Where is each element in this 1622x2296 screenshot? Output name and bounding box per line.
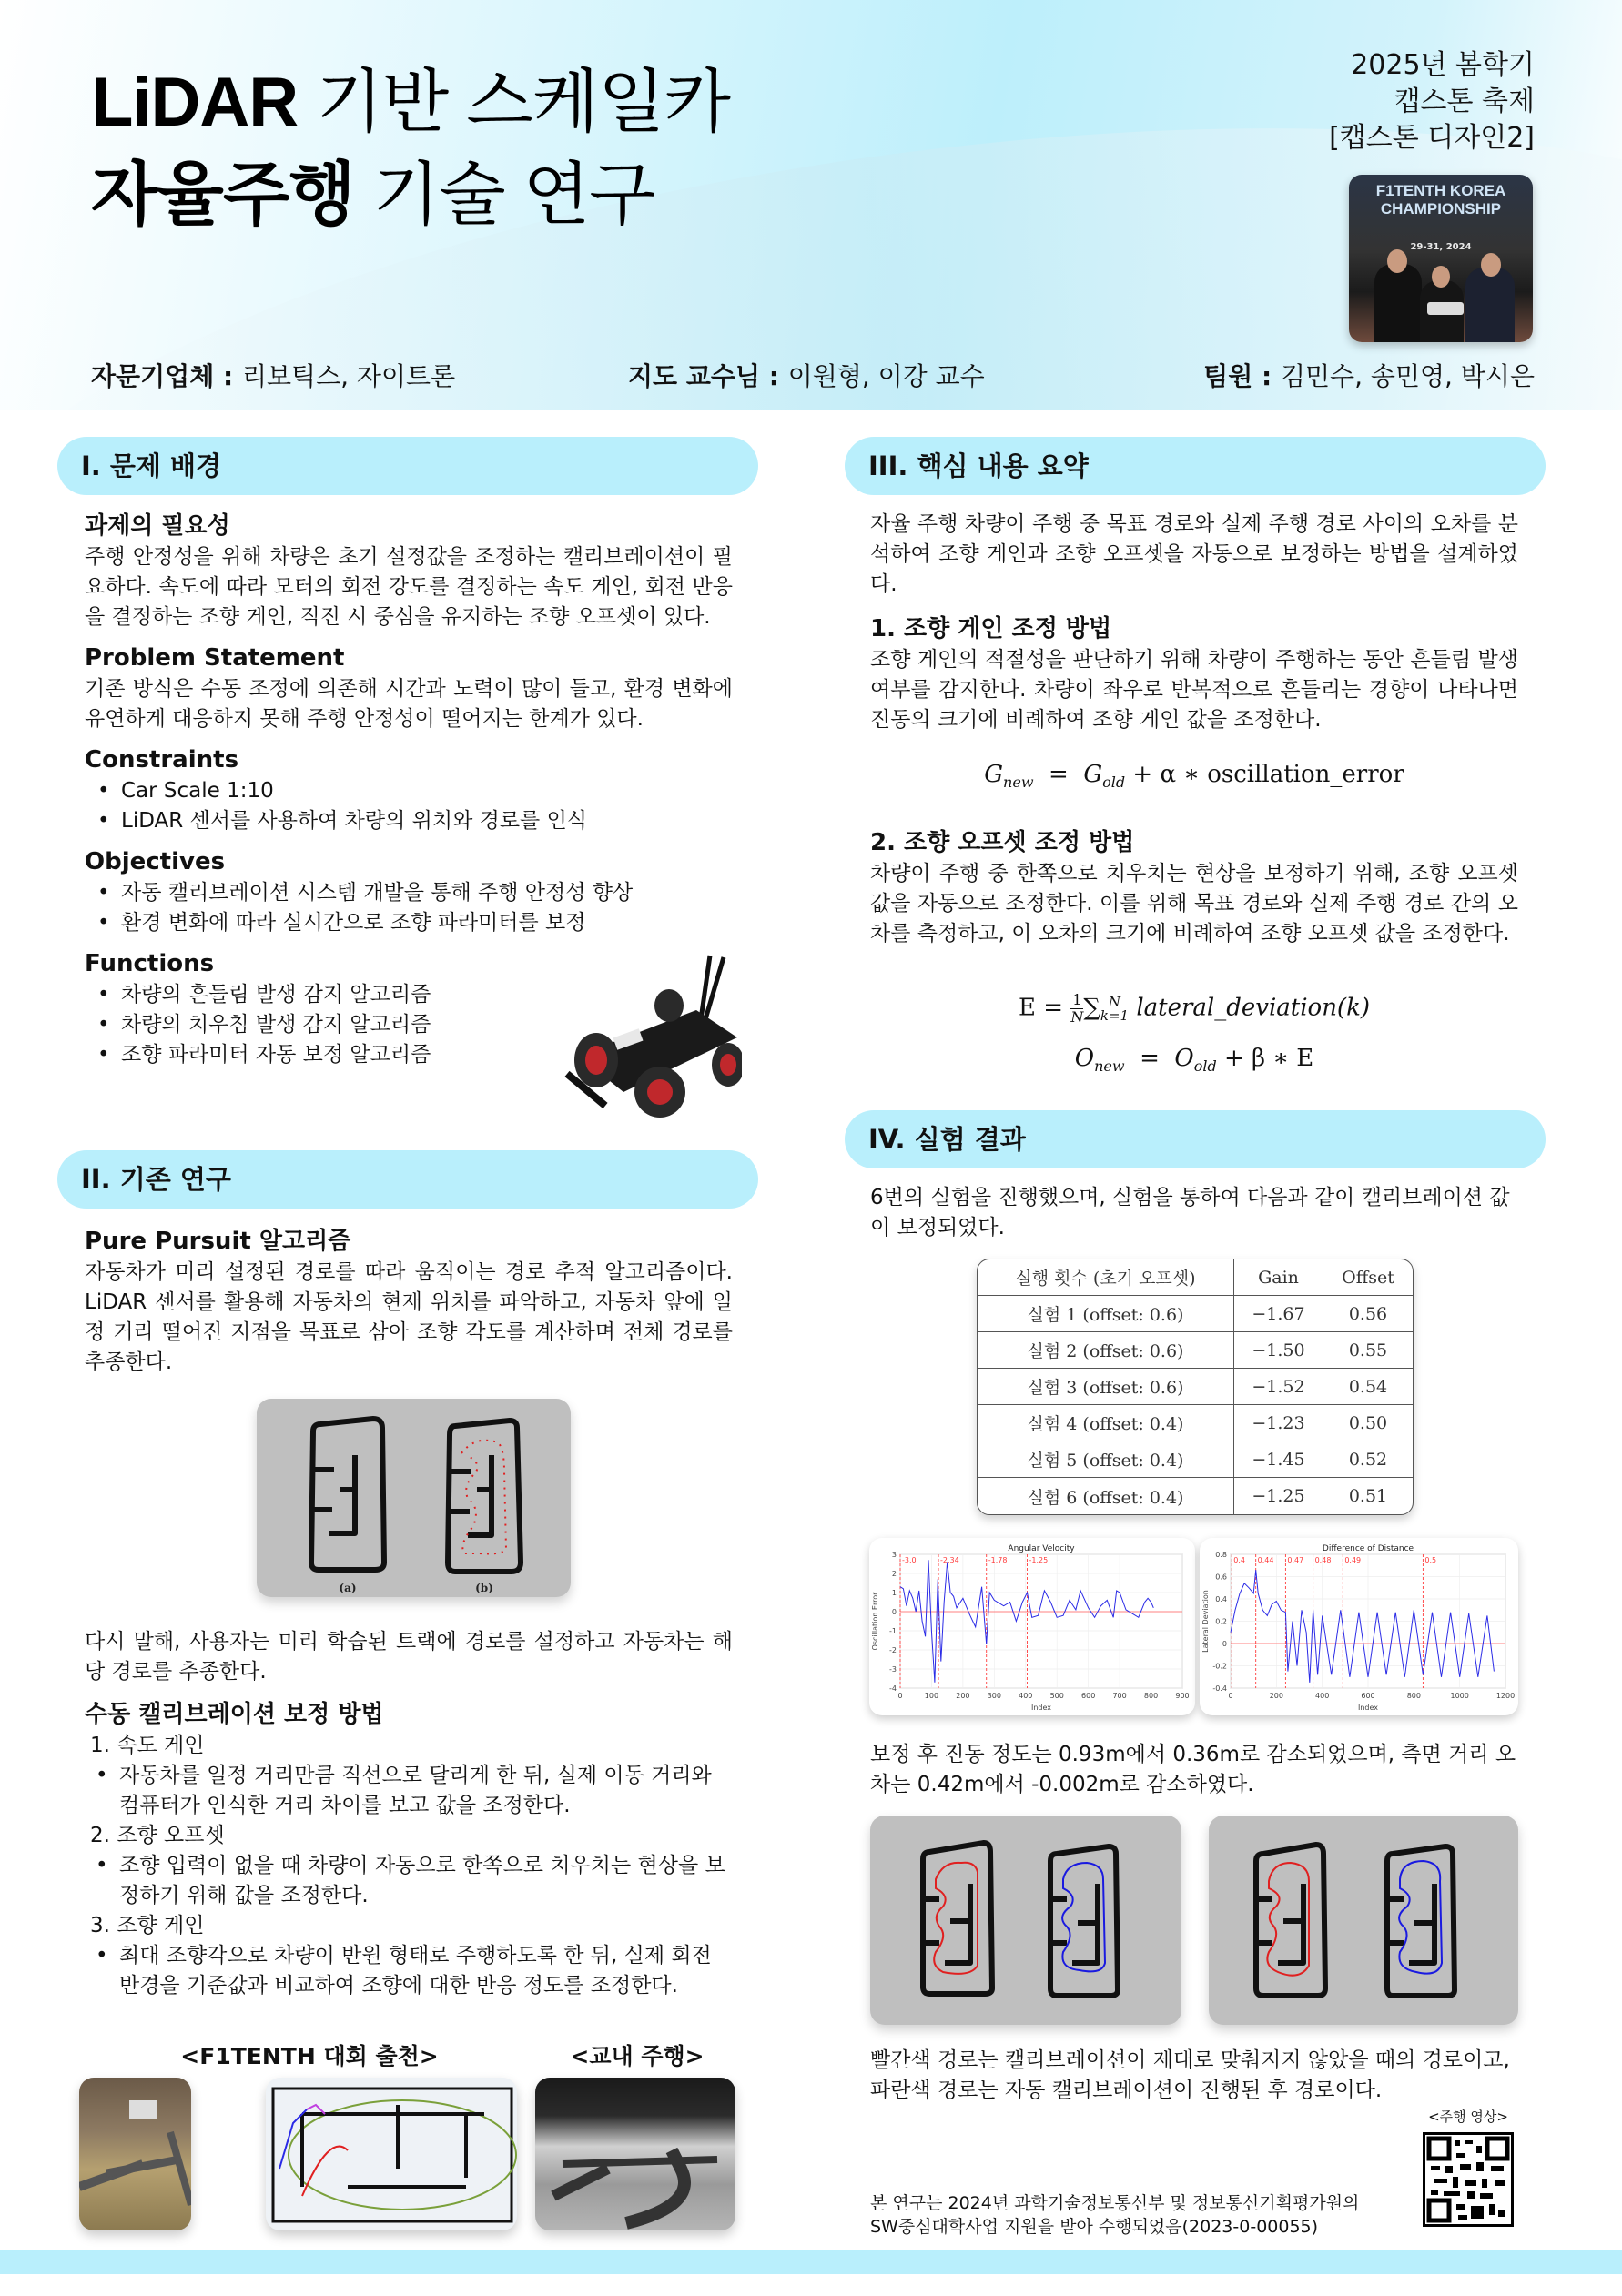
svg-text:1: 1: [891, 1589, 897, 1597]
svg-text:600: 600: [1081, 1692, 1096, 1700]
result-text: 보정 후 진동 정도는 0.93m에서 0.36m로 감소되었으며, 측면 거리 오차는 0.42m에서 -0.002m로 감소하였다.: [870, 1743, 1516, 1796]
table-row: 실험 3 (offset: 0.6) −1.52 0.54: [978, 1369, 1413, 1405]
column-header: Offset: [1323, 1259, 1413, 1296]
svg-text:2: 2: [891, 1570, 897, 1578]
summary-text: 다시 말해, 사용자는 미리 학습된 트랙에 경로를 설정하고 자동차는 해당 경로를 추종한다.: [85, 1630, 733, 1684]
svg-text:0: 0: [891, 1608, 897, 1616]
table-row: 실험 1 (offset: 0.6) −1.67 0.56: [978, 1296, 1413, 1332]
scale-car-image: [560, 946, 742, 1119]
gain-heading: 1. 조향 게인 조정 방법: [870, 615, 1112, 642]
svg-text:-1.78: -1.78: [988, 1556, 1008, 1564]
constraints-heading: Constraints: [85, 746, 239, 774]
svg-text:400: 400: [1019, 1692, 1033, 1700]
section-1-header: I. 문제 배경: [57, 437, 758, 495]
person-2-head: [1432, 266, 1450, 288]
svg-text:1000: 1000: [1450, 1692, 1469, 1700]
svg-text:3: 3: [891, 1551, 897, 1559]
svg-text:0.44: 0.44: [1257, 1556, 1274, 1564]
advisor-company: 자문기업체 : 리보틱스, 자이트론: [91, 361, 456, 391]
svg-text:-3.0: -3.0: [902, 1556, 917, 1564]
figure-label-b: (b): [475, 1582, 493, 1594]
competition-venue-photo: [79, 2078, 191, 2230]
list-item: • LiDAR 센서를 사용하여 차량의 위치와 경로를 인식: [97, 806, 733, 836]
pure-pursuit-heading: Pure Pursuit 알고리즘: [85, 1228, 351, 1255]
table-header-row: [978, 1259, 1413, 1296]
column-header: Gain: [1234, 1259, 1323, 1296]
campus-caption: <교내 주행>: [570, 2043, 705, 2069]
car-in-photo: [1427, 302, 1464, 315]
step-desc: • 자동차를 일정 거리만큼 직선으로 달리게 한 뒤, 실제 이동 거리와 컴퓨터가 인식한 거리 차이를 보고 값을 조정한다.: [96, 1761, 733, 1821]
svg-text:200: 200: [956, 1692, 970, 1700]
svg-text:-3: -3: [889, 1665, 897, 1674]
poster-title: [91, 56, 730, 242]
necessity-text: 주행 안정성을 위해 차량은 초기 설정값을 조정하는 캘리브레이션이 필요하다. 속도에 따라 모터의 회전 강도를 결정하는 속도 게인, 회전 반응을 결정하는 조향 게인, 직진 시 중심을 유지하는 조향 오프셋이 있다.: [85, 545, 733, 629]
list-item: • 환경 변화에 따라 실시간으로 조향 파라미터를 보정: [97, 908, 733, 938]
intro-text: 자율 주행 차량이 주행 중 목표 경로와 실제 주행 경로 사이의 오차를 분석하여 조향 게인과 조향 오프셋을 자동으로 보정하는 방법을 설계하였다.: [870, 512, 1518, 596]
competition-caption: <F1TENTH 대회 출천>: [180, 2043, 439, 2069]
gain-text: 조향 게인의 적절성을 판단하기 위해 차량이 주행하는 동안 흔들림 발생 여부를 감지한다. 차량이 좌우로 반복적으로 흔들리는 경향이 나타나면 진동의 크기에 비례하여 조향 게인 값을 조정한다.: [870, 648, 1518, 732]
svg-text:-0.2: -0.2: [1212, 1662, 1227, 1671]
section-3-header: III. 핵심 내용 요약: [845, 437, 1546, 495]
offset-formula: $O_{new} = O_{old} + \beta$ ∗ E: [1074, 1045, 1314, 1076]
lidar-map-photo: [266, 2078, 517, 2230]
professor: 지도 교수님 : 이원형, 이강 교수: [628, 361, 985, 391]
list-item: • 차량의 치우침 발생 감지 알고리즘: [97, 1010, 733, 1040]
manual-steps: [85, 1731, 733, 2001]
path-comparison-figure-1: [870, 1816, 1181, 2025]
experiment-intro: 6번의 실험을 진행했으며, 실험을 통하여 다음과 같이 캘리브레이션 값이 보정되었다.: [870, 1186, 1510, 1239]
svg-text:0.47: 0.47: [1287, 1556, 1304, 1564]
svg-text:Index: Index: [1030, 1704, 1052, 1712]
team-members: 팀원 : 김민수, 송민영, 박시은: [1203, 361, 1535, 391]
list-item: • 차량의 흔들림 발생 감지 알고리즘: [97, 980, 733, 1010]
title-line2-rest: 기술 연구: [354, 157, 655, 234]
svg-text:1200: 1200: [1495, 1692, 1516, 1700]
svg-text:600: 600: [1361, 1692, 1375, 1700]
section-2-header: II. 기존 연구: [57, 1150, 758, 1209]
table-row: 실험 2 (offset: 0.6) −1.50 0.55: [978, 1332, 1413, 1369]
svg-text:0: 0: [897, 1692, 903, 1700]
figure-label-a: (a): [339, 1582, 357, 1594]
svg-text:0.6: 0.6: [1215, 1573, 1227, 1582]
event-semester: 2025년 봄학기: [1351, 49, 1535, 81]
svg-text:700: 700: [1112, 1692, 1127, 1700]
svg-text:0: 0: [1228, 1692, 1233, 1700]
svg-text:-1: -1: [889, 1627, 897, 1635]
qr-label: <주행 영상>: [1428, 2109, 1508, 2125]
svg-text:0.48: 0.48: [1314, 1556, 1332, 1564]
svg-text:Lateral Deviation: Lateral Deviation: [1201, 1590, 1210, 1653]
person-1: [1374, 264, 1422, 342]
objectives-list: [85, 878, 733, 938]
results-table: [977, 1259, 1414, 1515]
offset-heading: 2. 조향 오프셋 조정 방법: [870, 829, 1135, 856]
svg-text:Angular Velocity: Angular Velocity: [1008, 1544, 1075, 1553]
svg-text:0.8: 0.8: [1215, 1551, 1227, 1559]
pure-pursuit-block: [85, 1225, 733, 1378]
svg-text:0.4: 0.4: [1215, 1595, 1227, 1603]
manual-calibration-heading: 수동 캘리브레이션 보정 방법: [85, 1701, 384, 1728]
acknowledgement: 본 연구는 2024년 과학기술정보통신부 및 정보통신기획평가원의 SW중심대학사업 지원을 받아 수행되었음(2023-0-00055): [870, 2193, 1360, 2237]
angular-velocity-chart: [869, 1538, 1195, 1715]
objectives-heading: Objectives: [85, 848, 226, 875]
path-caption-block: [870, 2046, 1518, 2106]
person-3: [1465, 268, 1515, 342]
step-label: 2. 조향 오프셋: [90, 1824, 225, 1847]
svg-text:0.5: 0.5: [1424, 1556, 1437, 1564]
svg-text:0: 0: [1222, 1640, 1227, 1648]
pure-pursuit-text: 자동차가 미리 설정된 경로를 따라 움직이는 경로 추적 알고리즘이다. LiDAR 센서를 활용해 자동차의 현재 위치를 파악하고, 자동차 앞에 일정 거리 떨어진 지점을 목표로 삼아 조향 각도를 계산하며 전체 경로를 추종한다.: [85, 1260, 733, 1374]
list-item: • 자동 캘리브레이션 시스템 개발을 통해 주행 안정성 향상: [97, 878, 733, 908]
svg-text:400: 400: [1315, 1692, 1330, 1700]
svg-text:300: 300: [987, 1692, 1001, 1700]
offset-block: [870, 826, 1518, 949]
problem-heading: Problem Statement: [85, 644, 345, 672]
step-label: 3. 조향 게인: [90, 1914, 205, 1937]
svg-text:800: 800: [1143, 1692, 1159, 1700]
title-line1-rest: 기반 스케일카: [298, 64, 730, 141]
list-item: • Car Scale 1:10: [97, 776, 733, 806]
path-caption: 빨간색 경로는 캘리브레이션이 제대로 맞춰지지 않았을 때의 경로이고, 파란색 경로는 자동 캘리브레이션이 진행된 후 경로이다.: [870, 2048, 1510, 2102]
svg-text:-0.4: -0.4: [1212, 1684, 1227, 1693]
offset-text: 차량이 주행 중 한쪽으로 치우치는 현상을 보정하기 위해, 조향 오프셋 값을 자동으로 조정한다. 이를 위해 목표 경로와 실제 주행 경로 간의 오차를 측정하고, 이 오차의 크기에 비례하여 조향 오프셋 값을 조정한다.: [870, 862, 1518, 946]
event-info: [1329, 47, 1535, 157]
difference-of-distance-chart: [1200, 1538, 1518, 1715]
table-row: 실험 4 (offset: 0.4) −1.23 0.50: [978, 1405, 1413, 1441]
step-label: 1. 속도 게인: [90, 1734, 205, 1757]
photo-date: 29-31, 2024: [1410, 242, 1472, 252]
campus-track-photo: [535, 2078, 735, 2230]
svg-text:-2: -2: [889, 1646, 897, 1654]
list-item: • 조향 파라미터 자동 보정 알고리즘: [97, 1040, 733, 1070]
step-desc: • 조향 입력이 없을 때 차량이 자동으로 한쪽으로 치우치는 현상을 보정하기 위해 값을 조정한다.: [96, 1851, 733, 1911]
gain-formula: $G_{new} = G_{old} + \alpha$ ∗ oscillation_error: [984, 761, 1404, 792]
svg-text:900: 900: [1175, 1692, 1190, 1700]
footer-bar: [0, 2250, 1622, 2274]
title-autonomous: 자율주행: [91, 157, 355, 234]
svg-text:200: 200: [1269, 1692, 1283, 1700]
pure-pursuit-figure: [257, 1399, 571, 1597]
constraints-list: [85, 776, 733, 836]
team-photo: [1349, 175, 1533, 342]
table-row: 실험 5 (offset: 0.4) −1.45 0.52: [978, 1441, 1413, 1478]
svg-text:0.49: 0.49: [1344, 1556, 1362, 1564]
section-4-intro: [870, 1183, 1518, 1243]
title-lidar: LiDAR: [91, 64, 299, 141]
svg-text:100: 100: [924, 1692, 939, 1700]
svg-text:Oscillation Error: Oscillation Error: [871, 1592, 879, 1651]
event-festival: 캡스톤 축제: [1394, 86, 1535, 117]
svg-text:800: 800: [1406, 1692, 1421, 1700]
error-formula: E = $\frac{1}{N}$ ∑ N k=1 lateral_deviation(k): [1019, 991, 1370, 1026]
svg-text:0.4: 0.4: [1233, 1556, 1245, 1564]
svg-text:0.2: 0.2: [1215, 1617, 1227, 1626]
svg-text:-1.25: -1.25: [1029, 1556, 1049, 1564]
svg-text:500: 500: [1049, 1692, 1064, 1700]
svg-text:Index: Index: [1357, 1704, 1379, 1712]
svg-text:Difference of Distance: Difference of Distance: [1322, 1544, 1414, 1553]
problem-text: 기존 방식은 수동 조정에 의존해 시간과 노력이 많이 들고, 환경 변화에 유연하게 대응하지 못해 주행 안정성이 떨어지는 한계가 있다.: [85, 677, 733, 731]
table-row: 실험 6 (offset: 0.4) −1.25 0.51: [978, 1478, 1413, 1514]
step-desc: • 최대 조향각으로 차량이 반원 형태로 주행하도록 한 뒤, 실제 회전 반경을 기준값과 비교하여 조향에 대한 반응 정도를 조정한다.: [96, 1941, 733, 2001]
result-summary: [870, 1740, 1518, 1800]
section-4-header: IV. 실험 결과: [845, 1110, 1546, 1168]
section-3-intro: [870, 510, 1518, 735]
poster-header: [0, 0, 1622, 410]
manual-calibration-block: [85, 1627, 733, 2001]
person-1-head: [1387, 249, 1407, 273]
svg-text:-2.34: -2.34: [940, 1556, 959, 1564]
photo-banner: F1TENTH KOREA CHAMPIONSHIP: [1375, 182, 1506, 217]
path-comparison-figure-2: [1209, 1816, 1518, 2025]
column-header: 실행 횟수 (초기 오프셋): [978, 1259, 1234, 1296]
qr-code-driving-video[interactable]: [1423, 2132, 1514, 2227]
necessity-heading: 과제의 필요성: [85, 512, 230, 540]
person-3-head: [1481, 253, 1501, 277]
functions-heading: Functions: [85, 950, 215, 977]
event-course: [캡스톤 디자인2]: [1329, 122, 1535, 154]
svg-text:-4: -4: [889, 1684, 897, 1693]
